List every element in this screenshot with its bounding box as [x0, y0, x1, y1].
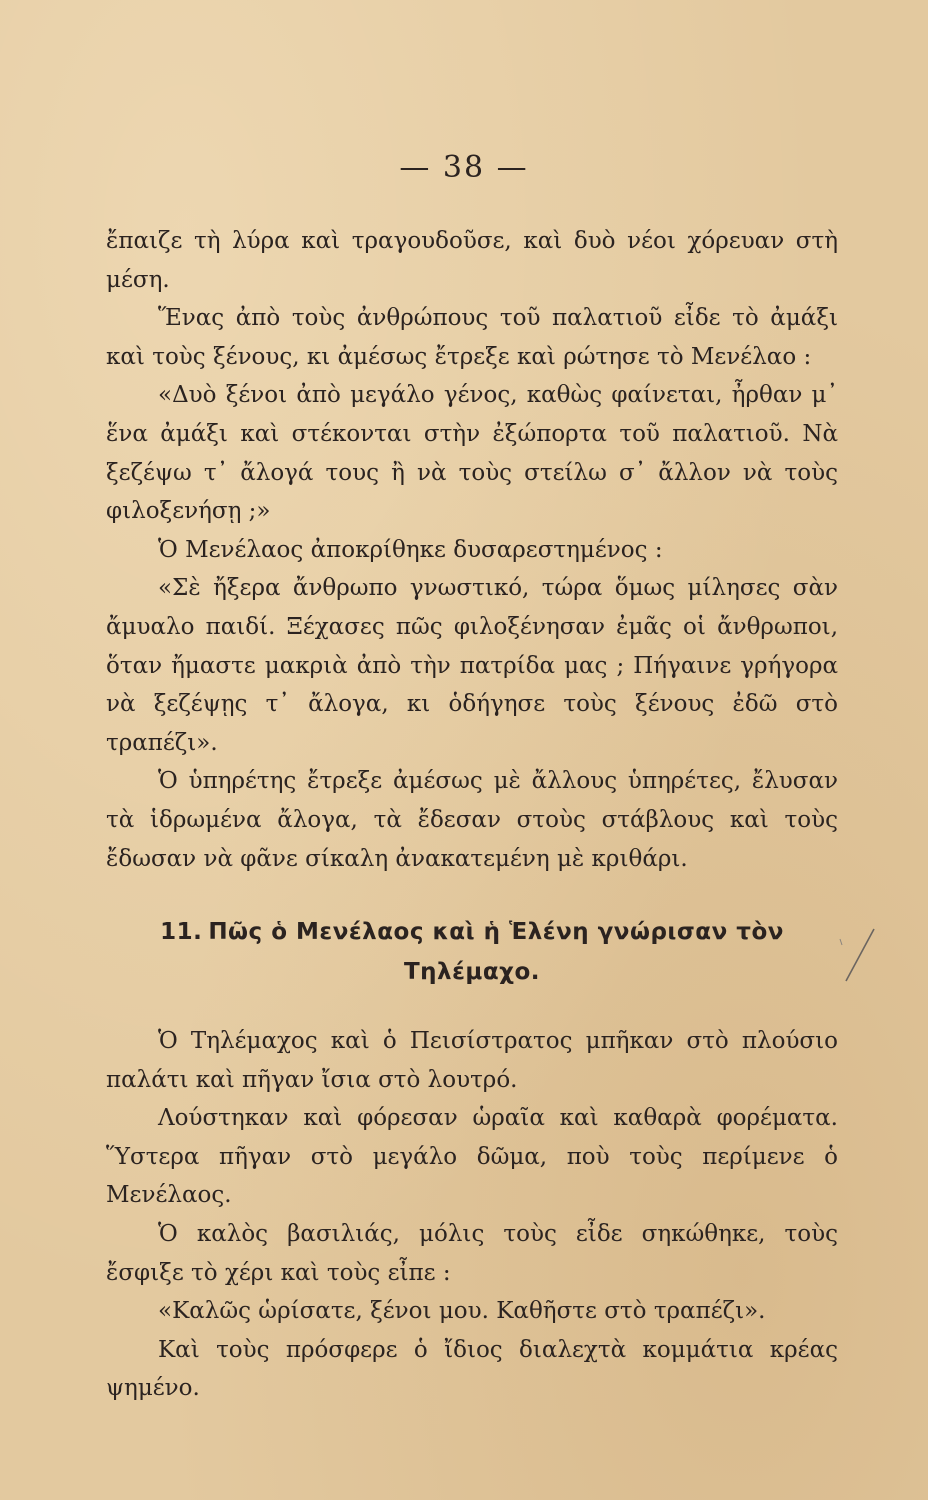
section-number: 11.	[160, 919, 203, 946]
paragraph: Λούστηκαν καὶ φόρεσαν ὡραῖα καὶ καθαρὰ φορέματα. Ὕστερα πῆγαν στὸ μεγάλο δῶμα, ποὺ τοὺς περίμενε ὁ Μενέλαος.	[106, 1105, 838, 1209]
paragraph: Ὁ Μενέλαος ἀποκρίθηκε δυσαρεστημένος :	[158, 536, 663, 563]
paragraph: Ὁ καλὸς βασιλιάς, μόλις τοὺς εἶδε σηκώθηκε, τοὺς ἔσφιξε τὸ χέρι καὶ τοὺς εἶπε :	[106, 1221, 838, 1286]
paragraph: Ὁ ὑπηρέτης ἔτρεξε ἀμέσως μὲ ἄλλους ὑπηρέτες, ἔλυσαν τὰ ἱδρωμένα ἄλογα, τὰ ἔδεσαν στοὺς στάβλους καὶ τοὺς ἔδωσαν νὰ φᾶνε σίκαλη ἀνακατεμένη μὲ κριθάρι.	[106, 768, 838, 872]
paragraph: «Καλῶς ὡρίσατε, ξένοι μου. Καθῆστε στὸ τραπέζι».	[158, 1298, 766, 1325]
paragraph: Ἕνας ἀπὸ τοὺς ἀνθρώπους τοῦ παλατιοῦ εἶδε τὸ ἀμάξι καὶ τοὺς ξένους, κι ἀμέσως ἔτρεξε καὶ ρώτησε τὸ Μενέλαο :	[106, 305, 838, 370]
pencil-slash-mark-icon	[838, 925, 878, 985]
page-number: — 38 —	[399, 150, 529, 185]
section-gap	[106, 878, 838, 902]
paragraph: «Δυὸ ξένοι ἀπὸ μεγάλο γένος, καθὼς φαίνεται, ἦρθαν μ᾽ ἕνα ἀμάξι καὶ στέκονται στὴν ἐξώπορτα τοῦ παλατιοῦ. Νὰ ξεζέψω τ᾽ ἄλογά τους ἢ νὰ τοὺς στείλω σ᾽ ἄλλον νὰ τοὺς φιλοξενήσῃ ;»	[106, 382, 838, 525]
body-text	[106, 222, 838, 1408]
section-heading	[106, 912, 838, 992]
paragraph-continuation: ἔπαιζε τὴ λύρα καὶ τραγουδοῦσε, καὶ δυὸ νέοι χόρευαν στὴ μέση.	[106, 228, 838, 293]
paragraph: Καὶ τοὺς πρόσφερε ὁ ἴδιος διαλεχτὰ κομμάτια κρέας ψημένο.	[106, 1336, 838, 1402]
section-gap	[106, 998, 838, 1022]
paragraph: «Σὲ ἤξερα ἄνθρωπο γνωστικό, τώρα ὅμως μίλησες σὰν ἄμυαλο παιδί. Ξέχασες πῶς φιλοξένησαν ἐμᾶς οἱ ἄνθρωποι, ὅταν ἤμαστε μακριὰ ἀπὸ τὴν πατρίδα μας ; Πήγαινε γρήγορα νὰ ξεζέψῃς τ᾽ ἄλογα, κι ὁδήγησε τοὺς ξένους ἐδῶ στὸ τραπέζι».	[106, 575, 838, 756]
paragraph: Ὁ Τηλέμαχος καὶ ὁ Πεισίστρατος μπῆκαν στὸ πλούσιο παλάτι καὶ πῆγαν ἴσια στὸ λουτρό.	[106, 1028, 838, 1093]
section-title: Πῶς ὁ Μενέλαος καὶ ἡ Ἑλένη γνώρισαν τὸν Τηλέμαχο.	[208, 919, 784, 986]
